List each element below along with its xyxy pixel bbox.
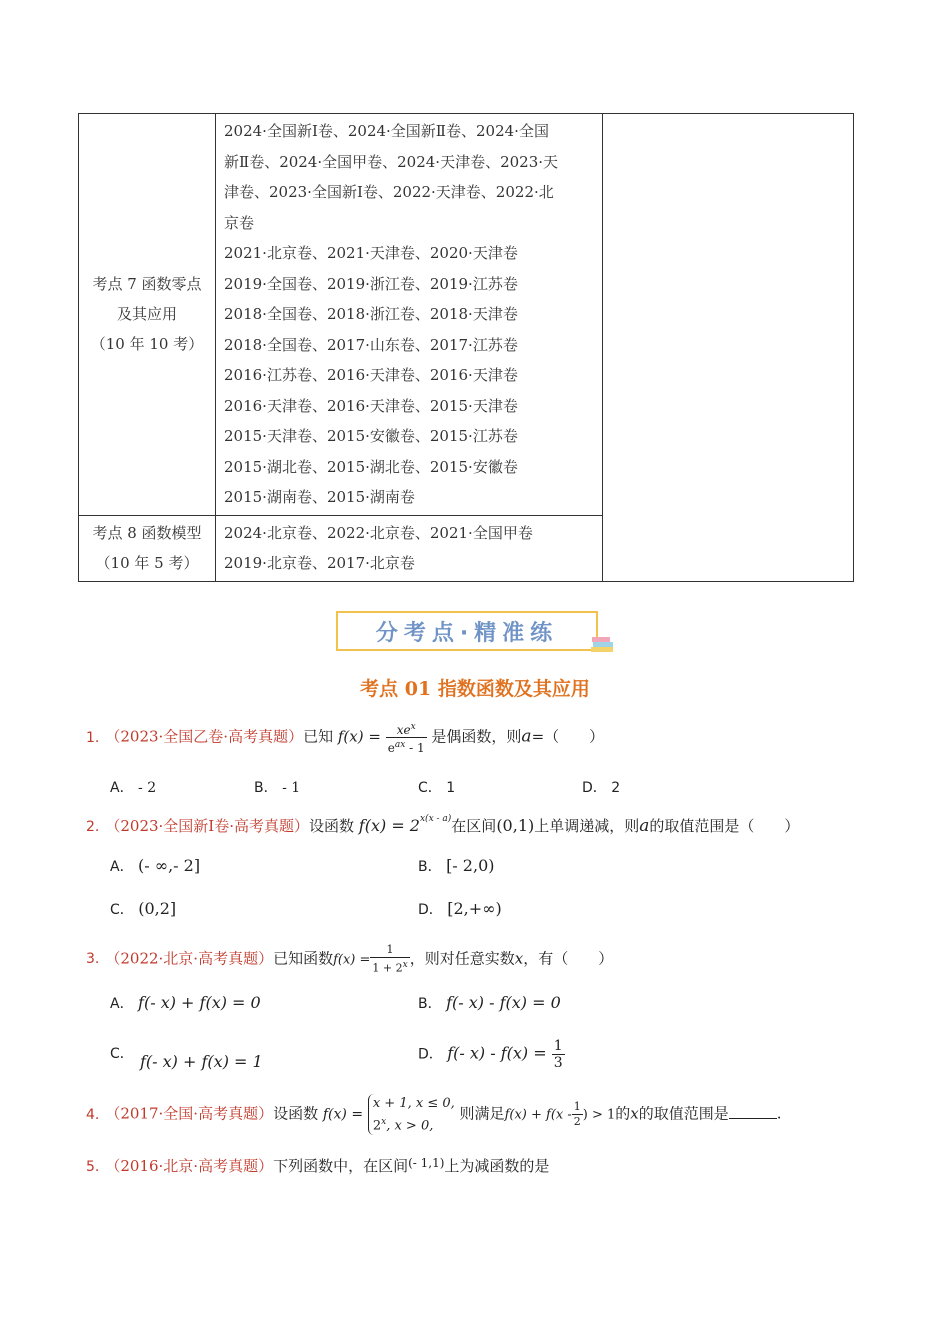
question-number: 3. — [86, 951, 100, 968]
table-row — [79, 114, 854, 516]
math-expr: 1 — [573, 1100, 581, 1114]
question-text: . — [776, 1104, 782, 1123]
math-expr: - 1 — [405, 741, 425, 755]
math-expr: f(x) — [337, 727, 364, 746]
sources-cell — [216, 515, 603, 581]
option-value: - 2 — [138, 780, 157, 796]
question-text: 上为减函数的是 — [444, 1157, 550, 1175]
option-b[interactable] — [418, 856, 494, 876]
question-source: （2022·北京·高考真题） — [105, 949, 274, 968]
math-expr: 1 — [553, 1038, 563, 1054]
option-b[interactable] — [254, 777, 300, 797]
math-expr: x(x - a) — [419, 814, 452, 824]
source-line: 2021·北京卷、2021·天津卷、2020·天津卷 — [224, 244, 518, 262]
question-text: 设函数 — [273, 1104, 319, 1123]
question-source: （2023·全国乙卷·高考真题） — [105, 727, 304, 746]
math-expr: 2 — [372, 1118, 382, 1134]
option-label: B． — [418, 996, 442, 1012]
math-expr: f(x) = — [333, 952, 371, 968]
question-text: 设函数 — [309, 817, 355, 835]
question-text: ，则对任意实数 — [409, 949, 515, 968]
question-text: 在区间 — [451, 817, 497, 835]
question-4 — [86, 1094, 782, 1135]
question-source: （2023·全国新Ⅰ卷·高考真题） — [105, 817, 309, 835]
math-expr: f(x) = 2 — [358, 816, 420, 835]
option-label: D． — [418, 902, 443, 918]
math-expr: e — [387, 741, 395, 755]
source-line: 津卷、2023·全国新Ⅰ卷、2022·天津卷、2022·北 — [224, 183, 554, 201]
math-expr: 2 — [573, 1115, 581, 1129]
source-line: 新Ⅱ卷、2024·全国甲卷、2024·天津卷、2023·天 — [224, 152, 559, 171]
books-icon — [590, 636, 616, 654]
source-line: 2016·天津卷、2016·天津卷、2015·天津卷 — [224, 396, 518, 415]
topic-line: （10 年 10 考） — [90, 335, 204, 354]
question-3 — [86, 943, 613, 976]
option-c[interactable] — [110, 1043, 134, 1063]
question-number: 4. — [86, 1106, 100, 1123]
math-expr: ax — [394, 740, 406, 750]
question-text: 则满足 — [459, 1104, 505, 1123]
math-expr: xe — [396, 723, 411, 737]
math-expr: 1 — [370, 943, 409, 958]
math-fraction — [572, 1100, 583, 1129]
math-var: a — [521, 726, 532, 747]
question-text: 的取值范围是（ ） — [649, 817, 800, 835]
topic-line: 考点 8 函数模型 — [92, 524, 202, 542]
question-source: （2017·全国·高考真题） — [105, 1104, 274, 1123]
exam-topic-table — [78, 113, 854, 582]
math-expr: x — [410, 722, 416, 732]
option-label: B． — [254, 780, 278, 796]
option-label: C． — [110, 1046, 134, 1062]
source-line: 2024·全国新Ⅰ卷、2024·全国新Ⅱ卷、2024·全国 — [224, 122, 549, 140]
math-fraction — [370, 943, 409, 976]
source-line: 2024·北京卷、2022·北京卷、2021·全国甲卷 — [224, 523, 533, 542]
option-c[interactable] — [418, 777, 455, 797]
source-line: 2019·全国卷、2019·浙江卷、2019·江苏卷 — [224, 274, 518, 293]
math-expr: 1 + 2 — [372, 961, 403, 975]
topic-cell — [79, 515, 216, 581]
option-value: [2,+∞) — [447, 899, 502, 918]
option-value: (0,2] — [138, 899, 177, 918]
option-d[interactable] — [418, 1038, 565, 1071]
option-value: [- 2,0) — [446, 856, 495, 875]
question-text: 已知函数 — [273, 949, 334, 968]
math-expr: 3 — [553, 1055, 563, 1071]
question-text: 已知 — [303, 727, 334, 746]
option-label: C． — [418, 780, 442, 796]
question-number: 1. — [86, 729, 100, 746]
topic-line: （10 年 5 考） — [95, 554, 199, 572]
question-text: 是偶函数，则 — [431, 727, 522, 746]
option-label: C． — [110, 902, 134, 918]
question-5 — [86, 1155, 549, 1176]
option-label: A． — [110, 780, 134, 796]
question-1 — [86, 720, 604, 755]
math-expr: ) > 1 — [582, 1107, 616, 1123]
question-text: 上单调递减，则 — [534, 817, 640, 835]
option-value: 2 — [611, 780, 621, 796]
option-a[interactable] — [110, 993, 261, 1013]
piecewise-brace — [368, 1094, 455, 1135]
source-line: 2016·江苏卷、2016·天津卷、2016·天津卷 — [224, 366, 518, 384]
option-value: f(- x) + f(x) = 1 — [140, 1052, 263, 1071]
option-value: 1 — [446, 780, 456, 796]
sources-cell — [216, 114, 603, 516]
option-value: f(- x) - f(x) = — [447, 1043, 552, 1063]
option-label: B． — [418, 859, 442, 875]
source-line: 2015·湖北卷、2015·湖北卷、2015·安徽卷 — [224, 457, 518, 476]
option-a[interactable] — [110, 856, 200, 876]
option-value: f(- x) - f(x) = 0 — [446, 993, 561, 1012]
question-2 — [86, 814, 799, 836]
source-line: 2019·北京卷、2017·北京卷 — [224, 554, 415, 572]
option-c-value — [140, 1052, 263, 1071]
question-text: 的 — [615, 1104, 631, 1123]
math-expr: f(x) + f(x - — [504, 1107, 572, 1123]
math-expr: x + 1, x ≤ 0, — [372, 1096, 455, 1111]
question-number: 5. — [86, 1159, 100, 1175]
option-label: D． — [418, 1046, 443, 1063]
topic-line: 考点 7 函数零点 — [92, 275, 202, 294]
section-title: 考点 01 指数函数及其应用 — [360, 678, 590, 700]
option-value: - 1 — [282, 780, 301, 796]
source-line: 京卷 — [224, 213, 255, 232]
section-banner: 分考点·精准练 — [336, 611, 598, 651]
topic-line: 及其应用 — [116, 305, 177, 324]
empty-cell — [603, 114, 854, 582]
question-text: =（ ） — [531, 727, 605, 746]
math-expr: , x > 0, — [386, 1118, 434, 1134]
math-expr: (- 1,1) — [408, 1156, 445, 1170]
math-expr: x — [402, 960, 408, 970]
option-a[interactable] — [110, 777, 156, 797]
math-var: x — [630, 1104, 639, 1123]
option-c[interactable] — [110, 899, 176, 919]
question-text: ，有（ ） — [523, 949, 614, 968]
option-value: f(- x) + f(x) = 0 — [138, 993, 261, 1012]
math-fraction — [386, 720, 427, 755]
question-source: （2016·北京·高考真题） — [105, 1157, 274, 1175]
question-number: 2. — [86, 819, 100, 835]
source-line: 2015·湖南卷、2015·湖南卷 — [224, 488, 415, 506]
option-value: (- ∞,- 2] — [138, 856, 201, 875]
source-line: 2018·全国卷、2017·山东卷、2017·江苏卷 — [224, 335, 518, 354]
answer-blank[interactable] — [729, 1118, 777, 1119]
option-d[interactable] — [418, 899, 502, 919]
math-expr: f(x) = — [322, 1106, 364, 1123]
source-line: 2015·天津卷、2015·安徽卷、2015·江苏卷 — [224, 427, 518, 445]
option-label: A． — [110, 996, 134, 1012]
question-text: 的取值范围是 — [638, 1104, 729, 1123]
math-expr: (0,1) — [496, 816, 535, 835]
math-expr: = — [368, 727, 381, 746]
source-line: 2018·全国卷、2018·浙江卷、2018·天津卷 — [224, 305, 518, 323]
math-fraction — [552, 1038, 565, 1071]
option-b[interactable] — [418, 993, 561, 1013]
question-text: 下列函数中，在区间 — [273, 1157, 409, 1175]
option-label: A． — [110, 859, 134, 875]
math-expr: x — [381, 1117, 387, 1127]
topic-cell — [79, 114, 216, 516]
option-d[interactable] — [582, 777, 620, 797]
math-var: x — [514, 949, 524, 968]
math-var: a — [639, 816, 650, 836]
option-label: D． — [582, 780, 607, 796]
